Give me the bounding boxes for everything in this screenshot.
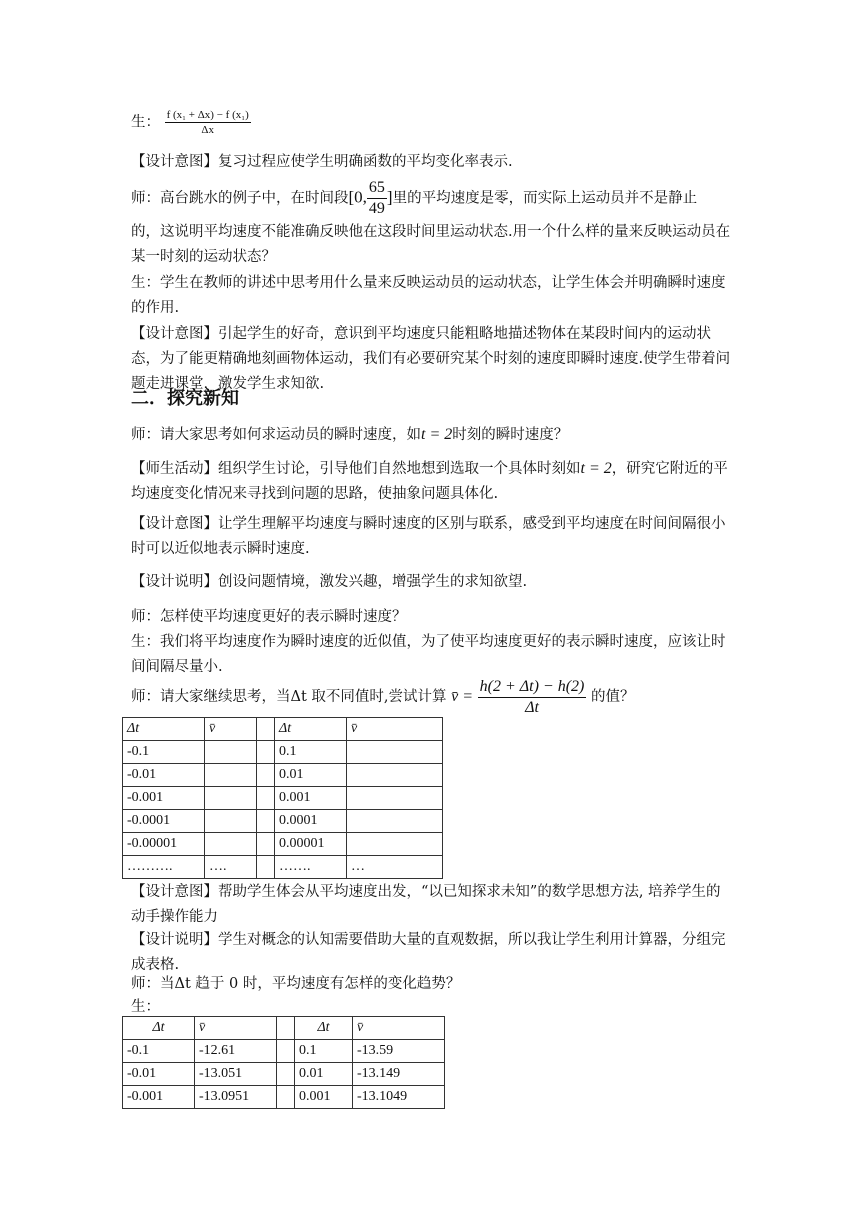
fraction-numerator: f (x₁ + Δx) − f (x₁)	[166, 109, 249, 121]
table-row	[123, 1063, 445, 1086]
avg-velocity-header: v̄	[205, 718, 257, 741]
fraction-numerator: 65	[367, 178, 387, 199]
table-cell	[347, 787, 443, 810]
table-cell: -13.0951	[195, 1086, 277, 1109]
text-part: 的值？	[591, 689, 635, 705]
design-intent-1: 【设计意图】复习过程应使学生明确函数的平均变化率表示.	[131, 154, 513, 170]
table-cell: -13.59	[353, 1040, 445, 1063]
math-expression: t = 2	[421, 426, 453, 443]
interval-fraction	[367, 178, 387, 219]
table-row	[123, 1040, 445, 1063]
student-answer-line	[131, 108, 731, 137]
teacher-paragraph-1-cont: 的，这说明平均速度不能准确反映他在这段时间里运动状态.用一个什么样的量来反映运动员在某一时刻的运动状态？	[131, 224, 731, 265]
spacer-header	[277, 1017, 295, 1040]
table-cell	[257, 833, 275, 856]
table-cell: ……….	[123, 856, 205, 879]
table-cell: …	[347, 856, 443, 879]
avg-velocity-header: v̄	[195, 1017, 277, 1040]
section-title: 二．探究新知	[131, 388, 239, 409]
avg-velocity-header: v̄	[353, 1017, 445, 1040]
teacher-paragraph-1	[131, 178, 731, 219]
table-cell: -0.001	[123, 1086, 195, 1109]
fraction-denominator: 49	[368, 200, 385, 217]
table-cell: 0.01	[295, 1063, 353, 1086]
table-cell	[205, 833, 257, 856]
design-note-2: 【设计说明】学生对概念的认知需要借助大量的直观数据，所以我让学生利用计算器，分组完成表格.	[131, 932, 726, 973]
fraction-denominator: Δt	[525, 698, 539, 716]
interval-left: [0,	[348, 187, 367, 207]
teacher-question-2: 师：怎样使平均速度更好的表示瞬时速度？	[131, 609, 407, 625]
table-cell: -0.1	[123, 741, 205, 764]
student-paragraph-1: 生：学生在教师的讲述中思考用什么量来反映运动员的运动状态，让学生体会并明确瞬时速度的作用.	[131, 275, 726, 316]
table-cell	[277, 1086, 295, 1109]
avg-velocity-fraction	[478, 677, 587, 718]
speaker-prefix: 生：	[131, 114, 160, 131]
table-cell: -0.00001	[123, 833, 205, 856]
text-part: 师：高台跳水的例子中，在时间段	[131, 190, 349, 207]
table-cell: 0.1	[275, 741, 347, 764]
text-part: 【师生活动】组织学生讨论，引导他们自然地想到选取一个具体时刻如	[131, 461, 581, 477]
table-cell	[205, 741, 257, 764]
table-row	[123, 787, 443, 810]
delta-t-header: Δt	[123, 1017, 195, 1040]
table-cell	[257, 856, 275, 879]
table-cell: ….	[205, 856, 257, 879]
table-cell	[205, 787, 257, 810]
delta-t-header: Δt	[295, 1017, 353, 1040]
design-intent-3: 【设计意图】让学生理解平均速度与瞬时速度的区别与联系，感受到平均速度在时间间隔很小时可以近似地表示瞬时速度.	[131, 516, 726, 557]
table-cell: -0.1	[123, 1040, 195, 1063]
student-answer-3: 生：	[131, 999, 160, 1015]
delta-t-header: Δt	[123, 718, 205, 741]
table-cell	[277, 1040, 295, 1063]
spacer-header	[257, 718, 275, 741]
table-cell: 0.01	[275, 764, 347, 787]
table-header-row	[123, 1017, 445, 1040]
table-cell: -0.01	[123, 1063, 195, 1086]
teacher-question-3	[131, 676, 731, 718]
design-note-1: 【设计说明】创设问题情境，激发兴趣，增强学生的求知欲望.	[131, 574, 528, 590]
table-cell: 0.00001	[275, 833, 347, 856]
table-cell	[257, 810, 275, 833]
student-answer-2: 生：我们将平均速度作为瞬时速度的近似值，为了使平均速度更好的表示瞬时速度，应该让时间间隔尽量小.	[131, 634, 726, 675]
table-row	[123, 810, 443, 833]
text-part: 里的平均速度是零，而实际上运动员并不是静止	[392, 190, 698, 207]
table-cell	[205, 810, 257, 833]
table-cell: 0.0001	[275, 810, 347, 833]
math-expression: t = 2	[580, 460, 612, 477]
avg-velocity-table-filled	[122, 1016, 445, 1109]
table-cell: -0.01	[123, 764, 205, 787]
table-cell	[257, 764, 275, 787]
table-cell	[347, 833, 443, 856]
table-cell: -13.1049	[353, 1086, 445, 1109]
table-row	[123, 1086, 445, 1109]
table-cell	[347, 741, 443, 764]
text-part: ，研究它附近的平均速度变化情况来寻找到问题的思路，使抽象问题具体化.	[131, 461, 728, 502]
text-part: 师：请大家思考如何求运动员的瞬时速度，如	[131, 427, 421, 443]
table-cell: …….	[275, 856, 347, 879]
table-cell: -13.051	[195, 1063, 277, 1086]
text-part: 师：请大家继续思考，当Δt 取不同值时,尝试计算	[131, 689, 447, 705]
design-intent-2: 【设计意图】引起学生的好奇，意识到平均速度只能粗略地描述物体在某段时间内的运动状态，为了能更精确地刻画物体运动，我们有必要研究某个时刻的速度即瞬时速度.使学生带着问题走进课堂，激发学生求知欲.	[131, 326, 731, 392]
teacher-question-1	[131, 422, 731, 448]
table-cell: 0.001	[275, 787, 347, 810]
avg-rate-fraction	[165, 108, 251, 137]
table-cell	[347, 764, 443, 787]
table-cell	[277, 1063, 295, 1086]
table-row	[123, 741, 443, 764]
avg-velocity-table-empty	[122, 717, 443, 879]
table-cell	[257, 787, 275, 810]
table-row	[123, 764, 443, 787]
design-intent-4: 【设计意图】帮助学生体会从平均速度出发，“以已知探求未知”的数学思想方法, 培养学生的动手操作能力	[131, 884, 721, 925]
table-cell: -13.149	[353, 1063, 445, 1086]
avg-velocity-symbol: v̄ =	[451, 688, 474, 705]
interval-right: ]	[386, 187, 393, 207]
table-row	[123, 833, 443, 856]
table-row	[123, 856, 443, 879]
fraction-numerator: h(2 + Δt) − h(2)	[478, 677, 587, 698]
delta-t-header: Δt	[275, 718, 347, 741]
text-part: 时刻的瞬时速度？	[452, 427, 569, 443]
teacher-question-4: 师：当Δt 趋于 0 时，平均速度有怎样的变化趋势？	[131, 976, 461, 992]
table-cell: -0.0001	[123, 810, 205, 833]
table-cell: 0.1	[295, 1040, 353, 1063]
fraction-denominator: Δx	[201, 124, 214, 136]
table-cell	[347, 810, 443, 833]
table-cell: 0.001	[295, 1086, 353, 1109]
table-cell: -0.001	[123, 787, 205, 810]
table-cell	[205, 764, 257, 787]
table-header-row	[123, 718, 443, 741]
table-cell: -12.61	[195, 1040, 277, 1063]
avg-velocity-header: v̄	[347, 718, 443, 741]
teacher-student-activity	[131, 456, 731, 507]
table-cell	[257, 741, 275, 764]
